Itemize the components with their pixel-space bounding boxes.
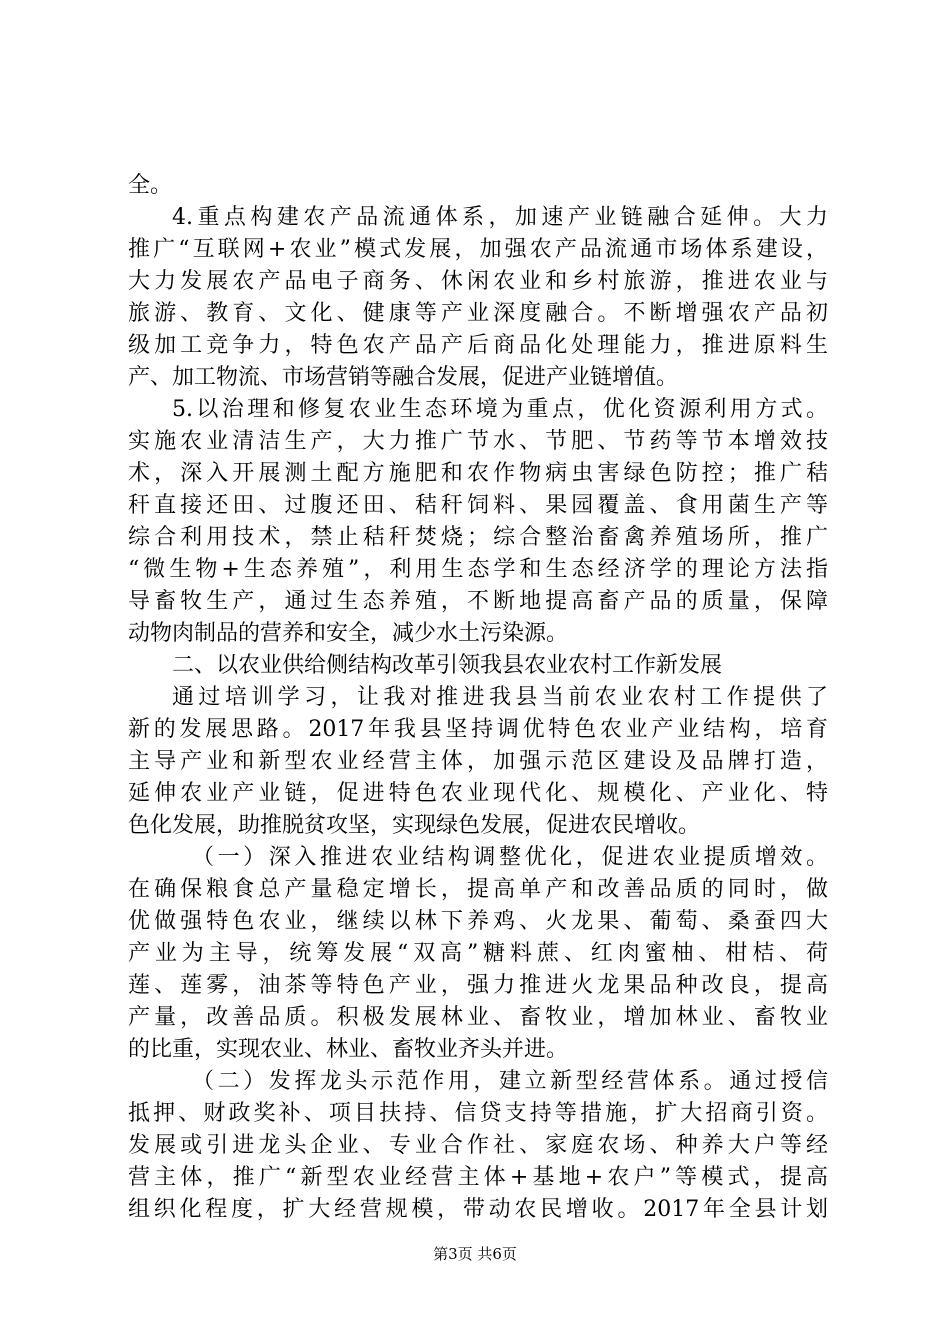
text-line [128,394,828,426]
text-line-content: 实施农业清洁生产，大力推广节水、节肥、节药等节本增效技 [128,429,828,454]
text-line [128,1034,828,1066]
text-line-content: 二、以农业供给侧结构改革引领我县农业农村工作新发展 [172,653,723,678]
text-line-content: 大力发展农产品电子商务、休闲农业和乡村旅游，推进农业与 [128,269,828,294]
page-footer [0,1244,950,1264]
text-line [128,234,828,266]
text-line [128,202,828,234]
text-line-content: 推广“互联网+农业”模式发展，加强农产品流通市场体系建设， [128,237,828,262]
text-line-content: 在确保粮食总产量稳定增长，提高单产和改善品质的同时，做 [128,877,828,902]
text-line [128,1066,828,1098]
text-line-content: 产业为主导，统筹发展“双高”糖料蔗、红肉蜜柚、柑桔、荷 [128,941,828,966]
text-line [128,1130,828,1162]
text-line [128,874,828,906]
text-line-content: 发展或引进龙头企业、专业合作社、家庭农场、种养大户等经 [128,1133,828,1158]
text-line [128,650,828,682]
text-line-content: 通过培训学习，让我对推进我县当前农业农村工作提供了 [172,685,828,710]
text-line [128,810,828,842]
text-line [128,842,828,874]
text-line-content: “微生物+生态养殖”，利用生态学和生态经济学的理论方法指 [128,557,828,582]
text-line [128,938,828,970]
text-line [128,170,828,202]
text-line [128,778,828,810]
text-line [128,906,828,938]
text-line-content: （一）深入推进农业结构调整优化，促进农业提质增效。 [192,845,828,870]
text-line-content: 级加工竞争力，特色农产品产后商品化处理能力，推进原料生 [128,333,828,358]
text-line-content: 旅游、教育、文化、健康等产业深度融合。不断增强农产品初 [128,301,828,326]
text-line-content: 新的发展思路。2017年我县坚持调优特色农业产业结构，培育 [128,717,828,742]
text-line-content: 主导产业和新型农业经营主体，加强示范区建设及品牌打造， [128,749,828,774]
text-line-content: 抵押、财政奖补、项目扶持、信贷支持等措施，扩大招商引资。 [128,1101,828,1126]
page-body [128,170,828,1226]
text-line [128,586,828,618]
text-line-content: 色化发展，助推脱贫攻坚，实现绿色发展，促进农民增收。 [128,813,701,838]
text-line-content: 营主体，推广“新型农业经营主体+基地+农户”等模式，提高 [128,1165,828,1190]
text-line-content: （二）发挥龙头示范作用，建立新型经营体系。通过授信 [192,1069,828,1094]
text-line-content: 综合利用技术，禁止秸秆焚烧；综合整治畜禽养殖场所，推广 [128,525,828,550]
text-line [128,426,828,458]
text-line [128,298,828,330]
text-line-content: 延伸农业产业链，促进特色农业现代化、规模化、产业化、特 [128,781,828,806]
text-line-content: 5.以治理和修复农业生态环境为重点，优化资源利用方式。 [172,397,828,422]
text-line-content: 4.重点构建农产品流通体系，加速产业链融合延伸。大力 [172,205,828,230]
text-line [128,522,828,554]
text-line [128,746,828,778]
text-line-content: 全。 [128,173,173,198]
text-line [128,618,828,650]
text-line-content: 术，深入开展测土配方施肥和农作物病虫害绿色防控；推广秸 [128,461,828,486]
text-line [128,970,828,1002]
text-line-content: 产量，改善品质。积极发展林业、畜牧业，增加林业、畜牧业 [128,1005,828,1030]
text-line [128,362,828,394]
text-line-content: 莲、莲雾，油茶等特色产业，强力推进火龙果品种改良，提高 [128,973,828,998]
text-line-content: 产、加工物流、市场营销等融合发展，促进产业链增值。 [128,365,679,390]
text-line [128,1002,828,1034]
text-line-content: 的比重，实现农业、林业、畜牧业齐头并进。 [128,1037,569,1062]
text-line [128,330,828,362]
text-line-content: 优做强特色农业，继续以林下养鸡、火龙果、葡萄、桑蚕四大 [128,909,828,934]
text-line [128,682,828,714]
text-line [128,1162,828,1194]
text-line [128,554,828,586]
text-line [128,1194,828,1226]
text-line [128,1098,828,1130]
text-line [128,458,828,490]
text-line [128,714,828,746]
text-line-content: 组织化程度，扩大经营规模，带动农民增收。2017年全县计划 [128,1197,828,1222]
text-line [128,490,828,522]
text-line [128,266,828,298]
text-line-content: 秆直接还田、过腹还田、秸秆饲料、果园覆盖、食用菌生产等 [128,493,828,518]
page-number: 第3页 共6页 [433,1245,517,1263]
text-line-content: 动物肉制品的营养和安全，减少水土污染源。 [128,621,569,646]
text-line-content: 导畜牧生产，通过生态养殖，不断地提高畜产品的质量，保障 [128,589,828,614]
